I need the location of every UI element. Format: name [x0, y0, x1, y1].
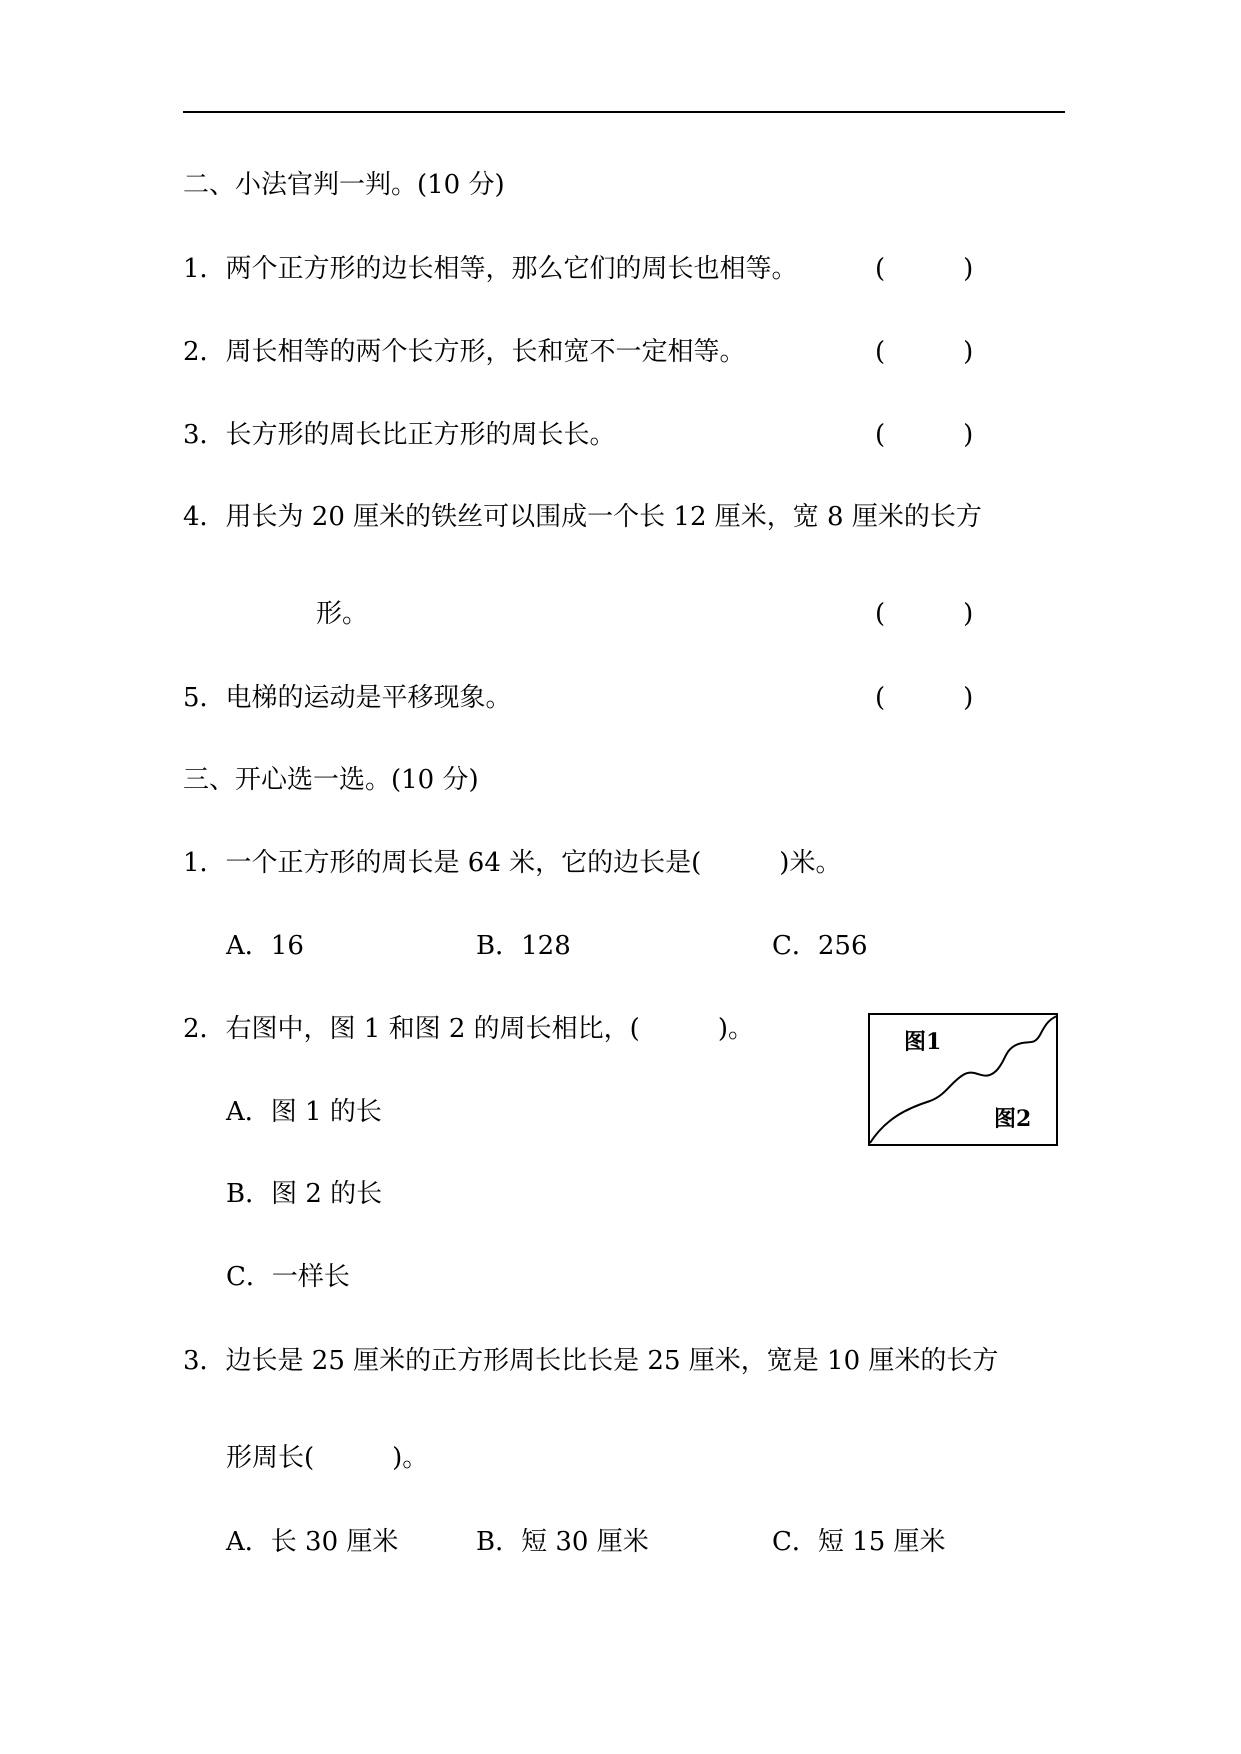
q3-option-c[interactable]: C．短 15 厘米 — [772, 1527, 946, 1557]
judge-item-4: 4．用长为 20 厘米的铁丝可以围成一个长 12 厘米，宽 8 厘米的长方 — [183, 502, 982, 532]
section-3-heading: 三、开心选一选。(10 分) — [183, 765, 479, 795]
judge-item-3: 3．长方形的周长比正方形的周长长。 — [183, 420, 616, 450]
q3-option-a[interactable]: A．长 30 厘米 — [226, 1527, 399, 1557]
answer-blank-4[interactable]: ( ) — [875, 599, 974, 629]
choice-question-3: 3．边长是 25 厘米的正方形周长比长是 25 厘米，宽是 10 厘米的长方 — [183, 1346, 999, 1376]
figure-2-label: 图2 — [994, 1106, 1032, 1132]
choice-question-3-continuation: 形周长( )。 — [226, 1443, 429, 1473]
judge-item-1: 1．两个正方形的边长相等，那么它们的周长也相等。 — [183, 254, 798, 284]
q3-option-b[interactable]: B．短 30 厘米 — [476, 1527, 649, 1557]
answer-blank-1[interactable]: ( ) — [875, 254, 974, 284]
judge-item-5: 5．电梯的运动是平移现象。 — [183, 683, 512, 713]
section-2-heading: 二、小法官判一判。(10 分) — [183, 170, 505, 200]
judge-item-4-continuation: 形。 — [316, 599, 369, 629]
q1-option-b[interactable]: B．128 — [476, 931, 571, 961]
answer-blank-3[interactable]: ( ) — [875, 420, 974, 450]
q1-option-a[interactable]: A．16 — [226, 931, 304, 961]
q2-option-a[interactable]: A．图 1 的长 — [226, 1097, 382, 1127]
answer-blank-5[interactable]: ( ) — [875, 683, 974, 713]
choice-question-1: 1．一个正方形的周长是 64 米，它的边长是( )米。 — [183, 848, 842, 878]
q2-option-b[interactable]: B．图 2 的长 — [226, 1179, 383, 1209]
judge-item-2: 2．周长相等的两个长方形，长和宽不一定相等。 — [183, 337, 746, 367]
perimeter-figure — [868, 1013, 1058, 1146]
answer-blank-2[interactable]: ( ) — [875, 337, 974, 367]
choice-question-2: 2．右图中，图 1 和图 2 的周长相比，( )。 — [183, 1014, 754, 1044]
q2-option-c[interactable]: C．一样长 — [226, 1262, 350, 1292]
q1-option-c[interactable]: C．256 — [772, 931, 868, 961]
figure-1-label: 图1 — [904, 1029, 942, 1055]
header-rule — [183, 111, 1065, 113]
